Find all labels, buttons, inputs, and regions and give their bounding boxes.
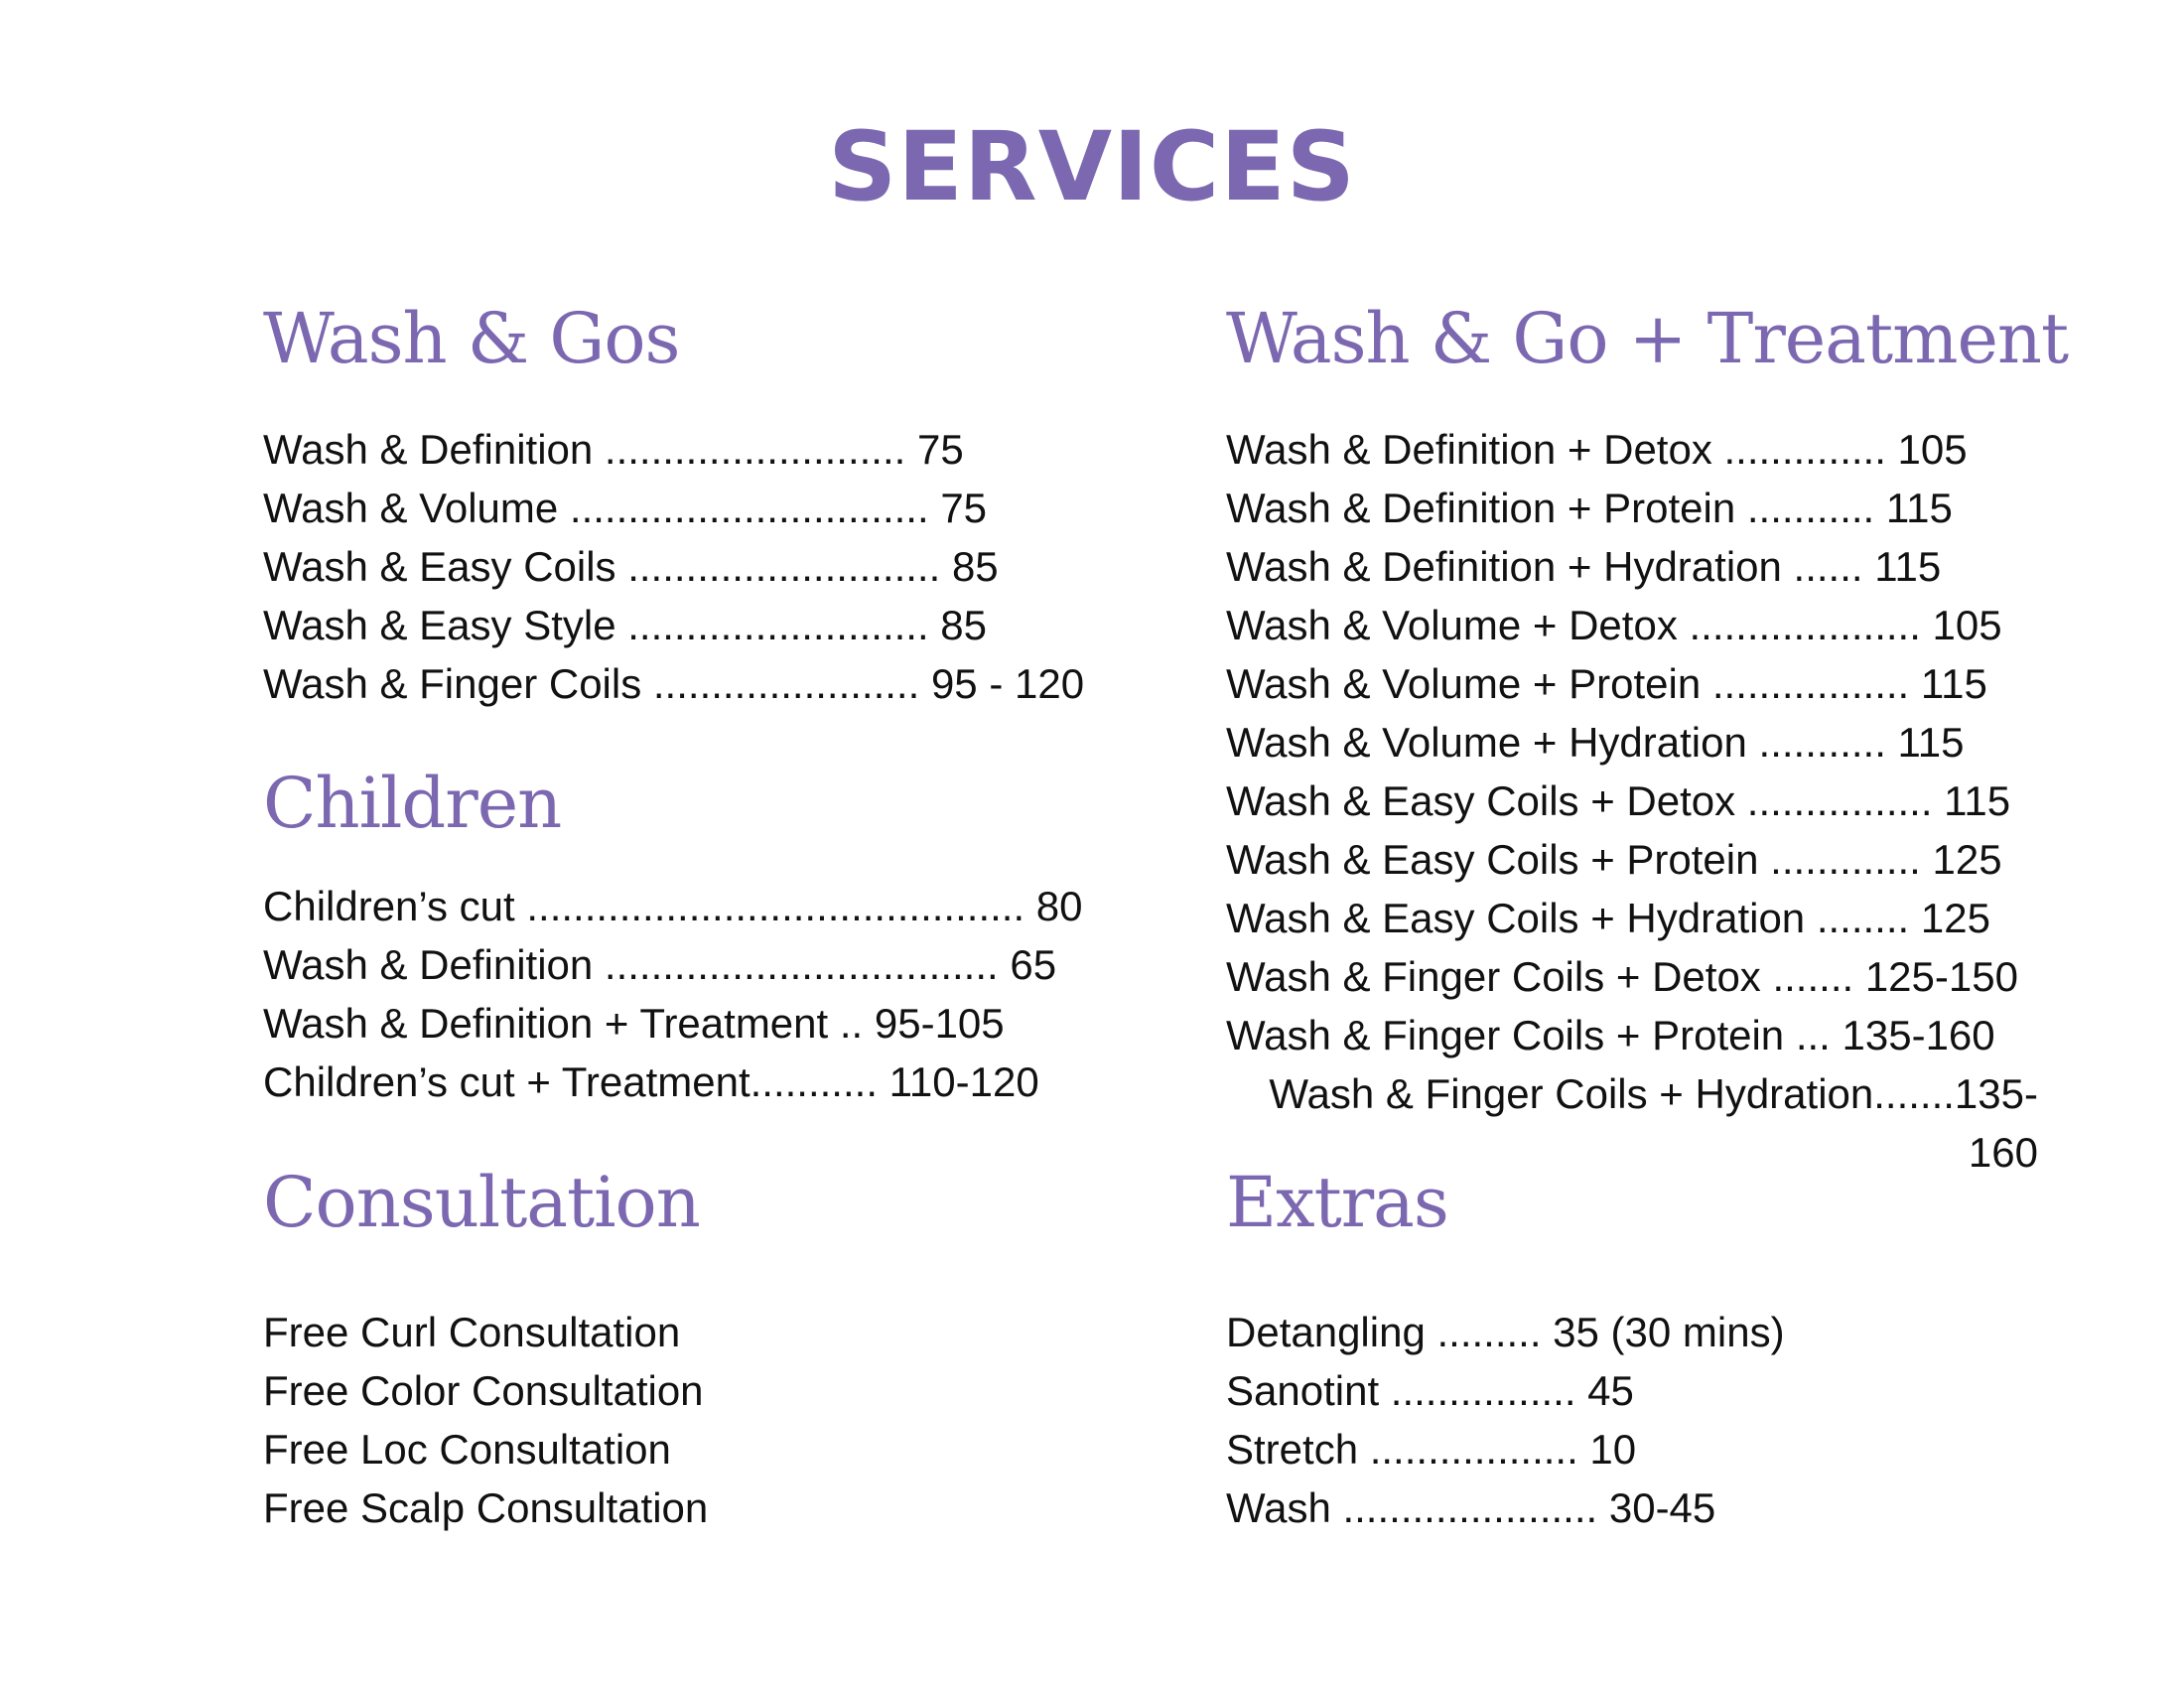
list-item: Children’s cut ........................................... 80 [263,883,1083,929]
list-item: Wash & Finger Coils + Hydration.......135-160 [1269,1070,2038,1176]
extras-list [1226,1303,1785,1537]
list-item: Wash & Easy Coils + Protein ............. 125 [1226,836,2002,883]
section-heading-wash-go-treatment: Wash & Go + Treatment [1226,298,2069,379]
list-item: Stretch .................. 10 [1226,1426,1637,1473]
list-item: Wash & Volume + Hydration ........... 115 [1226,719,1965,766]
list-item: Wash & Easy Coils + Hydration ........ 125 [1226,895,1990,941]
list-item: Wash & Definition .................................. 65 [263,941,1057,988]
list-item: Wash & Definition + Detox .............. 105 [1226,426,1968,473]
list-item: Wash & Definition + Protein ........... 115 [1226,485,1953,531]
section-heading-wash-gos: Wash & Gos [263,298,680,379]
list-item: Wash & Volume + Protein ................. 115 [1226,660,1987,707]
list-item: Free Scalp Consultation [263,1484,709,1531]
list-item: Wash & Finger Coils + Protein ... 135-160 [1226,1012,1995,1058]
section-heading-consultation: Consultation [263,1162,700,1243]
wash-go-treatment-list [1226,420,2040,1182]
list-item: Wash & Easy Style .......................... 85 [263,602,988,648]
list-item: Wash & Easy Coils + Detox ................ 115 [1226,777,2011,824]
page-title: SERVICES [828,111,1356,222]
list-item: Free Curl Consultation [263,1309,681,1355]
list-item: Detangling ......... 35 (30 mins) [1226,1309,1785,1355]
list-item: Wash & Definition .......................... 75 [263,426,964,473]
list-item: Wash & Volume + Detox .................... 105 [1226,602,2002,648]
list-item: Wash & Finger Coils ....................... 95 - 120 [263,660,1085,707]
section-heading-children: Children [263,763,562,844]
list-item: Wash ...................... 30-45 [1226,1484,1716,1531]
list-item: Sanotint ................ 45 [1226,1367,1634,1414]
list-item: Wash & Easy Coils ........................... 85 [263,543,999,590]
list-item: Free Loc Consultation [263,1426,671,1473]
consultation-list [263,1303,708,1537]
section-heading-extras: Extras [1226,1162,1448,1243]
list-item: Wash & Volume ............................... 75 [263,485,988,531]
list-item: Wash & Finger Coils + Detox ....... 125-150 [1226,953,2018,1000]
children-list [263,877,1083,1111]
wash-gos-list [263,420,1084,713]
list-item: Wash & Definition + Treatment .. 95-105 [263,1000,1005,1047]
list-item: Free Color Consultation [263,1367,704,1414]
list-item: Children’s cut + Treatment........... 110-120 [263,1058,1039,1105]
list-item: Wash & Definition + Hydration ...... 115 [1226,543,1942,590]
